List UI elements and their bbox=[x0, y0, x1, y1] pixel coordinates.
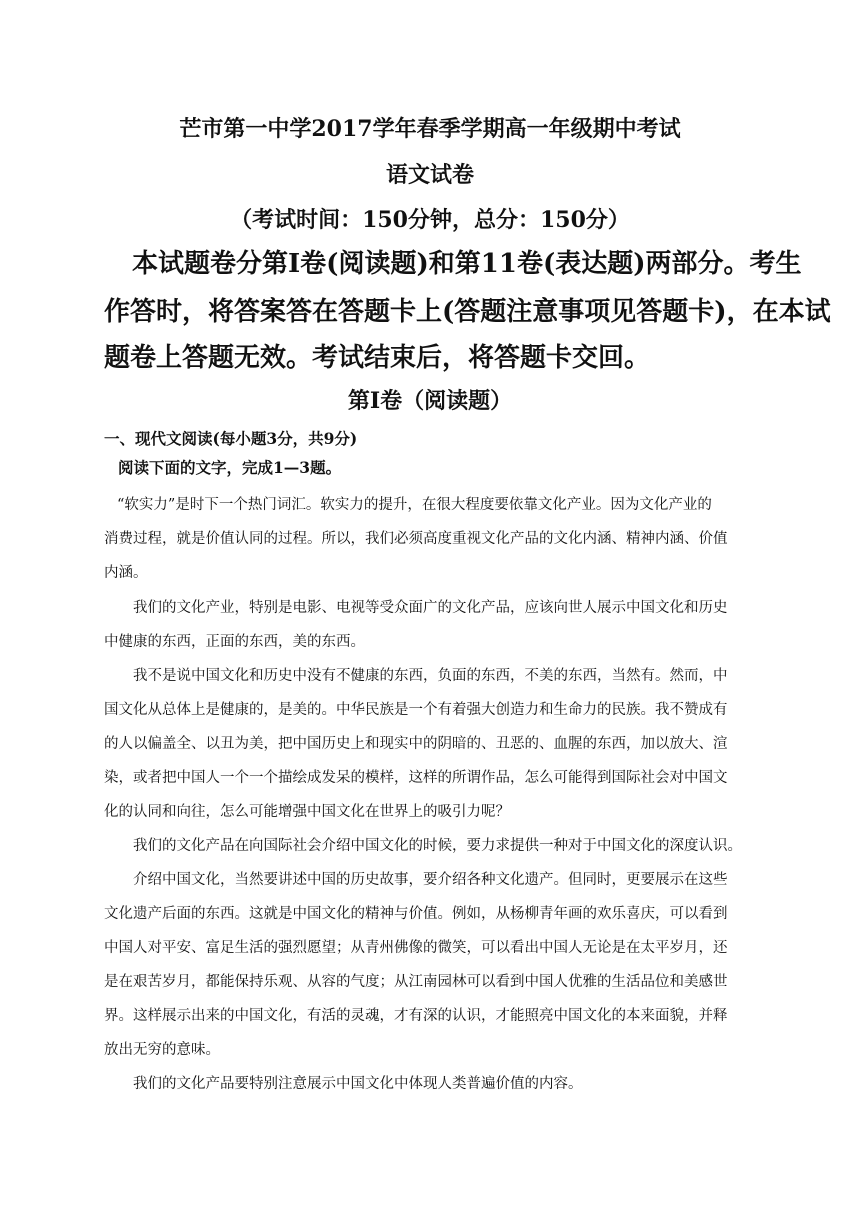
passage-line: 我们的文化产业，特别是电影、电视等受众面广的文化产品，应该向世人展示中国文化和历史 bbox=[133, 600, 728, 616]
exam-info: （考试时间：150分钟，总分：150分） bbox=[230, 207, 630, 233]
passage-line: 我不是说中国文化和历史中没有不健康的东西，负面的东西，不美的东西，当然有。然而，中 bbox=[133, 668, 728, 684]
section-instruction: 阅读下面的文字，完成1—3题。 bbox=[118, 458, 342, 477]
intro-line: 题卷上答题无效。考试结束后，将答题卡交回。 bbox=[104, 343, 651, 373]
passage-line: 文化遗产后面的东西。这就是中国文化的精神与价值。例如，从杨柳青年画的欢乐喜庆，可以看到 bbox=[104, 906, 728, 922]
passage-line: 国文化从总体上是健康的，是美的。中华民族是一个有着强大创造力和生命力的民族。我不赞成有 bbox=[104, 702, 728, 718]
passage-line: 染，或者把中国人一个一个描绘成发呆的模样，这样的所谓作品，怎么可能得到国际社会对中国文 bbox=[104, 770, 728, 786]
exam-title: 芒市第一中学2017学年春季学期高一年级期中考试 bbox=[179, 116, 681, 142]
passage-line: 我们的文化产品要特别注意展示中国文化中体现人类普遍价值的内容。 bbox=[133, 1076, 583, 1092]
part-title: 第Ⅰ卷（阅读题） bbox=[347, 388, 513, 414]
passage-line: 是在艰苦岁月，都能保持乐观、从容的气度；从江南园林可以看到中国人优雅的生活品位和美感世 bbox=[104, 974, 728, 990]
passage-line: “软实力”是时下一个热门词汇。软实力的提升，在很大程度要依靠文化产业。因为文化产业的 bbox=[117, 497, 712, 513]
passage-line: 中国人对平安、富足生活的强烈愿望；从青州佛像的微笑，可以看出中国人无论是在太平岁月，还 bbox=[104, 940, 728, 956]
passage-line: 消费过程，就是价值认同的过程。所以，我们必须高度重视文化产品的文化内涵、精神内涵、价值 bbox=[104, 531, 728, 547]
passage-line: 界。这样展示出来的中国文化，有活的灵魂，才有深的认识，才能照亮中国文化的本来面貌，并释 bbox=[104, 1008, 728, 1024]
passage-line: 中健康的东西，正面的东西，美的东西。 bbox=[104, 634, 365, 650]
passage-line: 我们的文化产品在向国际社会介绍中国文化的时候，要力求提供一种对于中国文化的深度认识。 bbox=[133, 838, 742, 854]
subject-title: 语文试卷 bbox=[385, 162, 474, 188]
passage-line: 内涵。 bbox=[104, 565, 148, 581]
passage-line: 的人以偏盖全、以丑为美，把中国历史上和现实中的阴暗的、丑恶的、血腥的东西，加以放大、渲 bbox=[104, 736, 728, 752]
passage-line: 放出无穷的意味。 bbox=[104, 1042, 220, 1058]
intro-line: 作答时，将答案答在答题卡上(答题注意事项见答题卡)，在本试 bbox=[104, 297, 831, 327]
section-heading: 一、现代文阅读(每小题3分，共9分) bbox=[104, 429, 358, 448]
passage-line: 介绍中国文化，当然要讲述中国的历史故事，要介绍各种文化遗产。但同时，更要展示在这些 bbox=[133, 872, 728, 888]
passage-line: 化的认同和向往，怎么可能增强中国文化在世界上的吸引力呢？ bbox=[104, 804, 510, 820]
intro-line: 本试题卷分第Ⅰ卷(阅读题)和第11卷(表达题)两部分。考生 bbox=[132, 249, 802, 279]
